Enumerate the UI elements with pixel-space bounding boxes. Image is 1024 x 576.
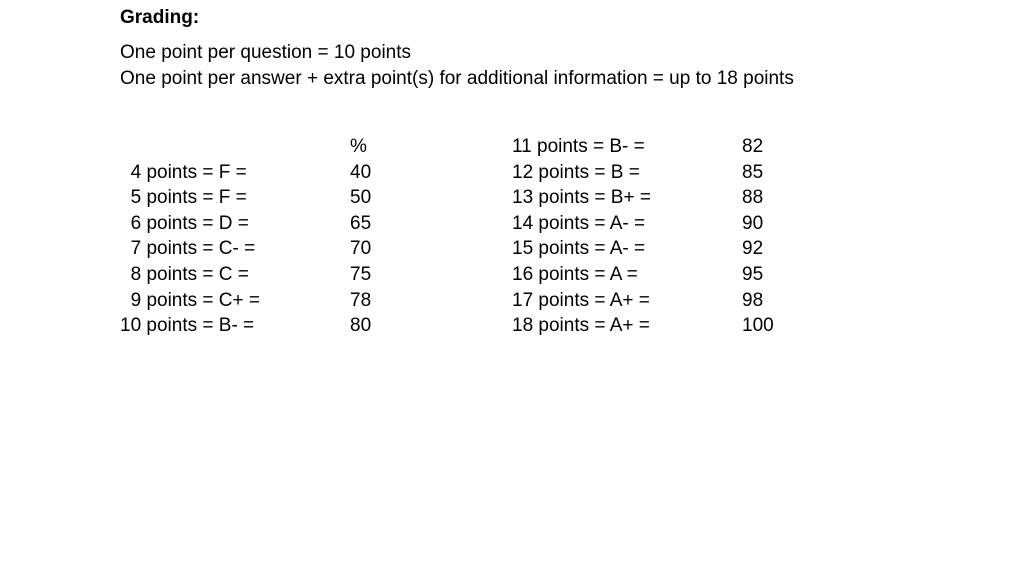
grade-percent: 78 (350, 289, 372, 311)
grade-percent: 92 (742, 238, 764, 260)
grade-percent: 50 (350, 187, 372, 209)
grade-label: 11 points = B- = (512, 136, 645, 157)
grade-label: 8 points = C = (130, 263, 249, 285)
grade-label: 10 points = B- = (120, 315, 255, 337)
grade-label: 15 points = A- = (512, 238, 646, 260)
percent-header: % (350, 136, 367, 157)
grade-label: 7 points = C- = (130, 238, 256, 260)
grade-label: 9 points = C+ = (130, 289, 260, 311)
grade-percent: 88 (742, 187, 764, 209)
grade-label: 14 points = A- = (512, 212, 646, 234)
grade-percent: 40 (350, 161, 372, 183)
grade-percent: 98 (742, 289, 764, 311)
grade-label: 17 points = A+ = (512, 289, 650, 311)
grade-percent: 75 (350, 263, 372, 285)
rule-questions: One point per question = 10 points (120, 42, 412, 63)
rule-answers: One point per answer + extra point(s) for additional information = up to 18 points (120, 68, 794, 89)
grade-percent: 80 (350, 315, 372, 337)
grade-label: 12 points = B = (512, 161, 640, 183)
grade-label: 6 points = D = (130, 212, 249, 234)
grade-percent: 100 (742, 315, 774, 337)
grade-percent: 65 (350, 212, 372, 234)
grade-percent: 90 (742, 212, 764, 234)
grade-percent: 85 (742, 161, 764, 183)
page-title: Grading: (120, 7, 200, 28)
grade-label: 13 points = B+ = (512, 187, 651, 209)
grade-percent: 70 (350, 238, 372, 260)
grade-label: 18 points = A+ = (512, 315, 650, 337)
grade-label: 4 points = F = (130, 161, 247, 183)
grade-label: 5 points = F = (130, 187, 247, 209)
grade-percent: 82 (742, 136, 764, 157)
grade-label: 16 points = A = (512, 263, 638, 285)
grade-percent: 95 (742, 263, 764, 285)
